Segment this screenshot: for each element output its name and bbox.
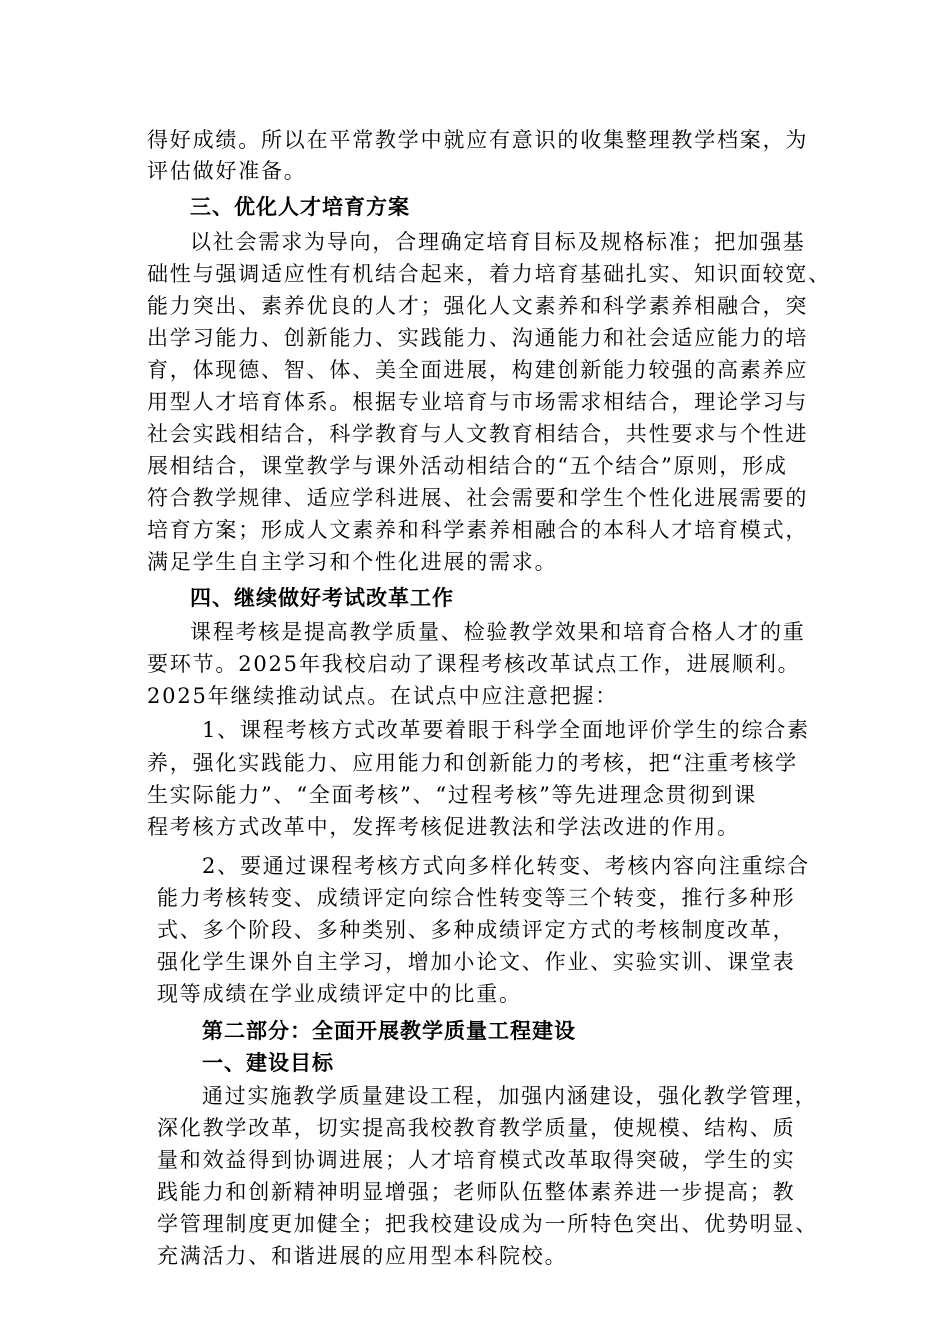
text-line: 通过实施教学质量建设工程，加强内涵建设，强化教学管理， [202,1084,818,1108]
text-line: 深化教学改革，切实提高我校教育教学质量，使规模、结构、质 [157,1116,796,1140]
text-line: 展相结合，课堂教学与课外活动相结合的“五个结合”原则，形成 [147,454,788,478]
text-line: 础性与强调适应性有机结合起来，着力培育基础扎实、知识面较宽、 [147,262,831,286]
text-line: 能力突出、素养优良的人才；强化人文素养和科学素养相融合，突 [147,294,809,318]
text-line: 得好成绩。所以在平常教学中就应有意识的收集整理教学档案，为 [147,128,809,152]
text-line: 满足学生自主学习和个性化进展的需求。 [147,550,558,574]
text-line: 育，体现德、智、体、美全面进展，构建创新能力较强的高素养应 [147,358,809,382]
section-heading: 一、建设目标 [202,1051,334,1075]
text-line: 能力考核转变、成绩评定向综合性转变等三个转变，推行多种形 [157,886,796,910]
text-line: 学管理制度更加健全；把我校建设成为一所特色突出、优势明显、 [157,1212,819,1236]
text-line: 符合教学规律、适应学科进展、社会需要和学生个性化进展需要的 [147,486,809,510]
text-line: 要环节。2025年我校启动了课程考核改革试点工作，进展顺利。 [147,652,801,676]
text-line: 1、课程考核方式改革要着眼于科学全面地评价学生的综合素 [202,718,810,742]
text-line: 培育方案；形成人文素养和科学素养相融合的本科人才培育模式， [147,518,809,542]
section-heading: 三、优化人才培育方案 [190,195,410,219]
text-line: 评估做好准备。 [147,159,307,183]
text-line: 充满活力、和谐进展的应用型本科院校。 [157,1244,568,1268]
text-line: 用型人才培育体系。根据专业培育与市场需求相结合，理论学习与 [147,390,809,414]
text-line: 出学习能力、创新能力、实践能力、沟通能力和社会适应能力的培 [147,326,809,350]
text-line: 现等成绩在学业成绩评定中的比重。 [157,982,522,1006]
text-line: 社会实践相结合，科学教育与人文教育相结合，共性要求与个性进 [147,422,809,446]
text-line: 2、要通过课程考核方式向多样化转变、考核内容向注重综合 [202,854,810,878]
text-line: 生实际能力”、“全面考核”、“过程考核”等先进理念贯彻到课 [147,783,757,807]
text-line: 2025年继续推动试点。在试点中应注意把握： [147,684,619,708]
text-line: 课程考核是提高教学质量、检验教学效果和培育合格人才的重 [190,620,806,644]
text-line: 量和效益得到协调进展；人才培育模式改革取得突破，学生的实 [157,1148,796,1172]
text-line: 以社会需求为导向，合理确定培育目标及规格标准；把加强基 [190,230,806,254]
text-line: 程考核方式改革中，发挥考核促进教法和学法改进的作用。 [147,815,740,839]
section-heading: 四、继续做好考试改革工作 [190,586,454,610]
part-heading: 第二部分：全面开展教学质量工程建设 [202,1019,576,1043]
text-line: 养，强化实践能力、应用能力和创新能力的考核，把“注重考核学 [147,751,798,775]
text-line: 式、多个阶段、多种类别、多种成绩评定方式的考核制度改革， [157,918,796,942]
text-line: 强化学生课外自主学习，增加小论文、作业、实验实训、课堂表 [157,950,796,974]
text-line: 践能力和创新精神明显增强；老师队伍整体素养进一步提高；教 [157,1180,796,1204]
